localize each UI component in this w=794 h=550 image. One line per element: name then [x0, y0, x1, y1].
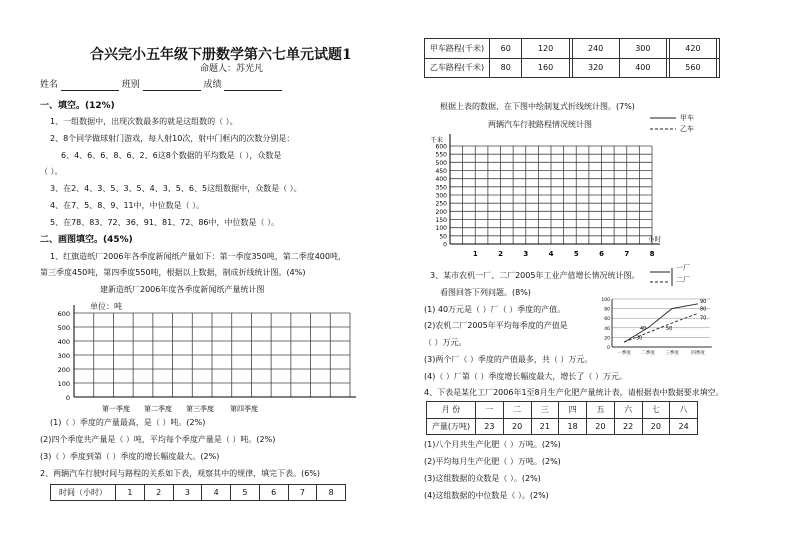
s1-q2a: 2、8个同学做球射门游戏，每人射10次，射中门框内的次数分别是： [50, 134, 295, 143]
s1-q5: 5、在78、83、72、36、91、81、72、86中，中位数是（ ）。 [50, 218, 280, 227]
chart1-ytick: 300 [57, 352, 70, 360]
chart3-ytick: 60 [604, 317, 610, 323]
p4-q4: (4)这组数据的中位数是（ ）。(2%) [424, 491, 549, 500]
chart1-ytick: 400 [57, 338, 70, 346]
chart3-ytick: 100 [601, 298, 610, 303]
s1-q3: 3、在2、4、3、5、3、5、4、3、5、6、5这组数据中，众数是（ ）。 [50, 184, 302, 193]
output-row-label: 产量(万吨) [427, 418, 476, 435]
month-table [426, 401, 698, 435]
month-cell: 五 [587, 402, 615, 419]
chart3-ytick: 20 [604, 336, 610, 342]
chart2-ytick: 450 [435, 168, 447, 175]
chart1-ytick: 500 [57, 324, 70, 332]
output-cell: 23 [476, 418, 504, 435]
chart2-ytick: 250 [435, 200, 447, 208]
chart2-title: 两辆汽车行驶路程情况统计图 [488, 120, 592, 129]
p3-q3: (3)两个厂（ ）季度的产值最多，共（ ）万元。 [424, 355, 593, 364]
chart2-ytick: 150 [435, 217, 447, 224]
route-cell[interactable]: 320 [572, 58, 619, 78]
time-cell: 2 [144, 485, 173, 501]
s2-p2-intro: 2、两辆汽车行驶时间与路程的关系如下表，观察其中的规律，填完下表。(6%) [40, 469, 321, 478]
route-table [424, 38, 720, 78]
chart2-ytick: 550 [435, 151, 447, 159]
month-cell: 三 [531, 402, 559, 419]
chart3-label: 70 [700, 315, 707, 322]
month-cell: 二 [503, 402, 531, 419]
chart3-xtick: 二季度 [641, 351, 655, 356]
s2-q1: (1)（ ）季度的产量最高，是（ ）吨。(2%) [50, 418, 206, 427]
chart3-label: 30 [636, 335, 643, 342]
chart1-xtick: 第四季度 [230, 405, 258, 413]
chart3-xtick: 一季度 [617, 351, 631, 356]
page-title: 合兴完小五年级下册数学第六七单元试题1 [90, 47, 352, 63]
name-field[interactable] [40, 80, 282, 91]
p3-title: 3、某市农机一厂、二厂2005年工业产值增长情况统计图。 [430, 271, 640, 280]
route-cell[interactable]: 60 [490, 39, 522, 59]
chart2-xunit: 小时 [648, 235, 661, 243]
legend-yi: 乙车 [680, 125, 694, 133]
section1-heading: 一、填空。(12%) [40, 101, 115, 111]
time-label: 时间（小时） [51, 485, 116, 501]
chart3-plot [590, 295, 720, 360]
route-cell[interactable]: 560 [669, 58, 716, 78]
chart3-label: 80 [700, 306, 707, 313]
chart2-xtick: 2 [498, 250, 503, 258]
chart2-ytick: 200 [435, 208, 447, 216]
class-label: 班别 [121, 80, 140, 90]
s2-q2: (2)四个季度共产量是（ ）吨，平均每个季度产量是（ ）吨。(2%) [40, 435, 276, 444]
chart1-xtick: 第二季度 [144, 405, 172, 413]
chart3-ytick: 80 [604, 307, 610, 313]
s1-q1: 1、一组数据中，出现次数最多的就是这组数的（ ）。 [50, 117, 238, 126]
route-cell[interactable] [717, 39, 720, 59]
route-row-label: 乙车路程(千米) [425, 58, 490, 78]
month-cell: 四 [559, 402, 587, 419]
s1-q2c: （ ）。 [40, 167, 63, 176]
chart3-xtick: 三季度 [665, 351, 679, 356]
chart3-label: 90 [700, 298, 707, 305]
p3-q2b: （ ）万元。 [424, 338, 467, 347]
chart3-xtick: 四季度 [691, 351, 705, 356]
chart1-ytick: 100 [57, 380, 70, 388]
chart2-grid [420, 132, 670, 262]
chart2-ytick: 300 [435, 192, 447, 200]
month-cell: 八 [670, 402, 698, 419]
section2-heading: 二、画图填空。(45%) [40, 235, 133, 245]
output-cell: 20 [642, 418, 670, 435]
s1-q2b: 6、4、6、6、8、6、2、6这8个数据的平均数是（ ），众数是 [61, 151, 282, 160]
p3-legend-2: 二厂 [676, 276, 690, 284]
chart1-ytick: 200 [57, 366, 70, 374]
p3-q4: (4)（ ）厂第（ ）季度增长幅度最大，增长了（ ）万元。 [424, 372, 627, 381]
time-table [50, 484, 346, 501]
chart1-ytick: 600 [57, 310, 70, 318]
chart1-grid [40, 305, 360, 420]
time-cell: 5 [231, 485, 260, 501]
time-cell: 8 [317, 485, 346, 501]
name-label: 姓名 [40, 80, 59, 90]
chart2-xtick: 4 [548, 250, 554, 258]
chart2-xtick: 6 [599, 250, 604, 258]
chart2-xtick: 7 [624, 250, 630, 258]
chart2-xtick: 3 [523, 250, 529, 258]
chart2-ytick: 50 [439, 233, 447, 241]
time-cell: 4 [202, 485, 231, 501]
chart2-ytick: 400 [435, 176, 447, 184]
route-cell[interactable]: 400 [619, 58, 666, 78]
route-cell[interactable]: 120 [522, 39, 569, 59]
route-cell[interactable]: 300 [619, 39, 666, 59]
chart2-ytick: 0 [443, 241, 447, 249]
chart2-xtick: 8 [649, 250, 655, 258]
route-row-label: 甲车路程(千米) [425, 39, 490, 59]
p4-q3: (3)这组数据的众数是（ ）。(2%) [424, 474, 541, 483]
route-cell[interactable]: 240 [572, 39, 619, 59]
output-cell: 20 [503, 418, 531, 435]
p3-q2: (2)农机二厂2005年平均每季度的产值是 [424, 321, 568, 330]
month-header-label: 月 份 [427, 402, 476, 419]
route-cell[interactable]: 80 [490, 58, 522, 78]
output-cell: 20 [587, 418, 615, 435]
time-cell: 3 [173, 485, 202, 501]
chart2-ytick: 500 [435, 159, 447, 167]
route-cell[interactable]: 420 [669, 39, 716, 59]
draw-instruction: 根据上表的数据，在下图中绘制复式折线统计图。(7%) [440, 102, 635, 111]
chart2-xtick: 5 [573, 250, 579, 258]
chart2-xtick: 1 [472, 250, 478, 258]
chart2-yunit: 千米 [430, 136, 443, 144]
p4-intro: 4、下表是某化工厂2006年1至8月生产化肥产量统计表，请根据表中数据要求填空。 [424, 388, 724, 397]
p3-q1: (1) 40万元是（ ）厂（ ）季度的产值。 [424, 305, 566, 314]
p3-legend-1: 一厂 [676, 264, 690, 272]
chart3-label: 50 [666, 326, 673, 332]
month-cell: 一 [476, 402, 504, 419]
output-cell: 24 [670, 418, 698, 435]
author-line: 命题人：苏光凡 [200, 64, 264, 74]
route-cell[interactable]: 160 [522, 58, 569, 78]
p4-q1: (1)八个月共生产化肥（ ）万吨。(2%) [424, 440, 561, 449]
score-label: 成绩 [203, 80, 222, 90]
s2-intro2: 第三季度450吨，第四季度550吨，根据以上数据，制成折线统计图。(4%) [40, 268, 306, 277]
s2-q3: (3)（ ）季度到第（ ）季度的增长幅度最大。(2%) [40, 452, 220, 461]
chart1-title: 建新造纸厂2006年度各季度新闻纸产量统计图 [100, 285, 265, 294]
chart3-ytick: 0 [607, 346, 610, 351]
s2-intro1: 1、红旗造纸厂2006年各季度新闻纸产量如下：第一季度350吨，第二季度400吨， [50, 252, 346, 261]
legend-jia: 甲车 [680, 114, 694, 122]
month-cell: 六 [614, 402, 642, 419]
chart1-unit: 单位：吨 [90, 302, 122, 311]
chart3-label: 40 [640, 325, 647, 332]
output-cell: 22 [614, 418, 642, 435]
p3-legend-lines [650, 266, 700, 288]
chart1-xtick: 第三季度 [186, 405, 214, 413]
chart2-ytick: 100 [435, 225, 447, 233]
output-cell: 18 [559, 418, 587, 435]
s1-q4: 4、在7、5、8、9、11中，中位数是（ ）。 [50, 201, 205, 210]
p4-q2: (2)平均每月生产化肥（ ）万吨。(2%) [424, 457, 561, 466]
chart1-xtick: 第一季度 [102, 405, 130, 413]
p3-instruction: 看图回答下列问题。(8%) [440, 288, 531, 297]
route-cell[interactable] [717, 58, 720, 78]
chart3-ytick: 40 [604, 326, 610, 332]
time-cell: 6 [259, 485, 288, 501]
time-cell: 7 [288, 485, 317, 501]
chart2-ytick: 600 [435, 143, 447, 151]
output-cell: 21 [531, 418, 559, 435]
chart2-ytick: 350 [435, 184, 447, 192]
time-cell: 1 [116, 485, 145, 501]
month-cell: 七 [642, 402, 670, 419]
chart1-ytick: 0 [65, 394, 70, 402]
